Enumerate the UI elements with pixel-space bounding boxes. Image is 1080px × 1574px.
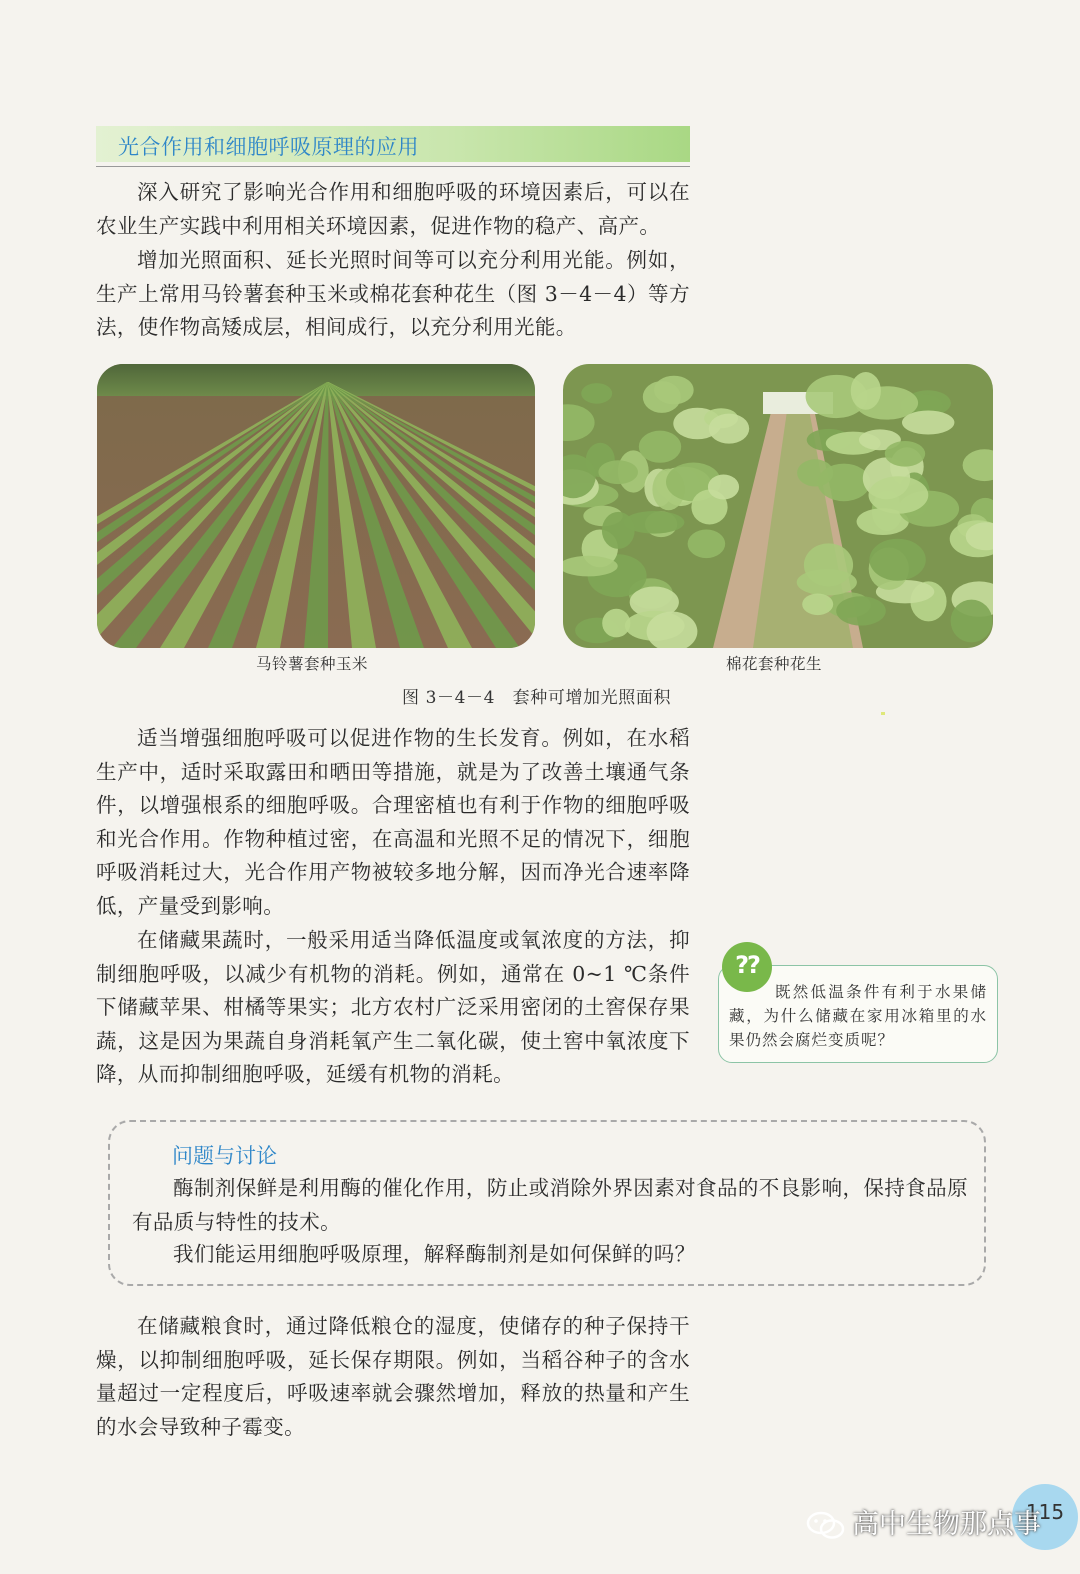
paragraph-fruit-storage: 在储藏果蔬时，一般采用适当降低温度或氧浓度的方法，抑制细胞呼吸，以减少有机物的消耗。例如，通常在 0~1 ℃条件下储藏苹果、柑橘等果实；北方农村广泛采用密闭的土窖保存果蔬，这是因为果蔬自身消耗氧产生二氧化碳，使土窖中氧浓度下降，从而抑制细胞呼吸，延缓有机物的消耗。 bbox=[96, 928, 690, 1086]
photo-caption-left: 马铃薯套种玉米 bbox=[256, 655, 369, 673]
section-divider bbox=[96, 166, 690, 167]
paragraph-light-area: 增加光照面积、延长光照时间等可以充分利用光能。例如，生产上常用马铃薯套种玉米或棉花套种花生（图 3－4－4）等方法，使作物高矮成层，相间成行，以充分利用光能。 bbox=[96, 248, 690, 339]
side-question-text: 既然低温条件有利于水果储藏，为什么储藏在家用冰箱里的水果仍然会腐烂变质呢？ bbox=[729, 983, 987, 1049]
paragraph-respiration: 适当增强细胞呼吸可以促进作物的生长发育。例如，在水稻生产中，适时采取露田和晒田等措施，就是为了改善土壤通气条件，以增强根系的细胞呼吸。合理密植也有利于作物的细胞呼吸和光合作用。作物种植过密，在高温和光照不足的情况下，细胞呼吸消耗过大，光合作用产物被较多地分解，因而净光合速率降低，产量受到影响。 bbox=[96, 726, 690, 918]
section-heading-bar bbox=[96, 126, 690, 162]
paragraph-intro: 深入研究了影响光合作用和细胞呼吸的环境因素后，可以在农业生产实践中利用相关环境因素，促进作物的稳产、高产。 bbox=[96, 180, 690, 238]
paragraph-grain-storage: 在储藏粮食时，通过降低粮仓的湿度，使储存的种子保持干燥，以抑制细胞呼吸，延长保存期限。例如，当稻谷种子的含水量超过一定程度后，呼吸速率就会骤然增加，释放的热量和产生的水会导致种子霉变。 bbox=[96, 1314, 690, 1439]
question-icon: ?? bbox=[722, 942, 772, 992]
photo-caption-right: 棉花套种花生 bbox=[726, 655, 823, 673]
watermark bbox=[806, 1502, 1041, 1542]
discussion-title: 问题与讨论 bbox=[172, 1144, 277, 1168]
discussion-paragraph-2: 我们能运用细胞呼吸原理，解释酶制剂是如何保鲜的吗？ bbox=[173, 1242, 696, 1266]
wechat-icon bbox=[806, 1510, 846, 1542]
watermark-text: 高中生物那点事 bbox=[852, 1509, 1041, 1540]
section-title: 光合作用和细胞呼吸原理的应用 bbox=[118, 135, 419, 159]
speck bbox=[881, 712, 885, 715]
photo-potato-corn-intercropping bbox=[97, 364, 535, 648]
photo-cotton-peanut-intercropping bbox=[563, 364, 993, 648]
figure-caption: 图 3－4－4 套种可增加光照面积 bbox=[402, 688, 672, 708]
page-number: 115 bbox=[1025, 1500, 1065, 1524]
discussion-paragraph-1: 酶制剂保鲜是利用酶的催化作用，防止或消除外界因素对食品的不良影响，保持食品原有品质与特性的技术。 bbox=[132, 1176, 968, 1234]
